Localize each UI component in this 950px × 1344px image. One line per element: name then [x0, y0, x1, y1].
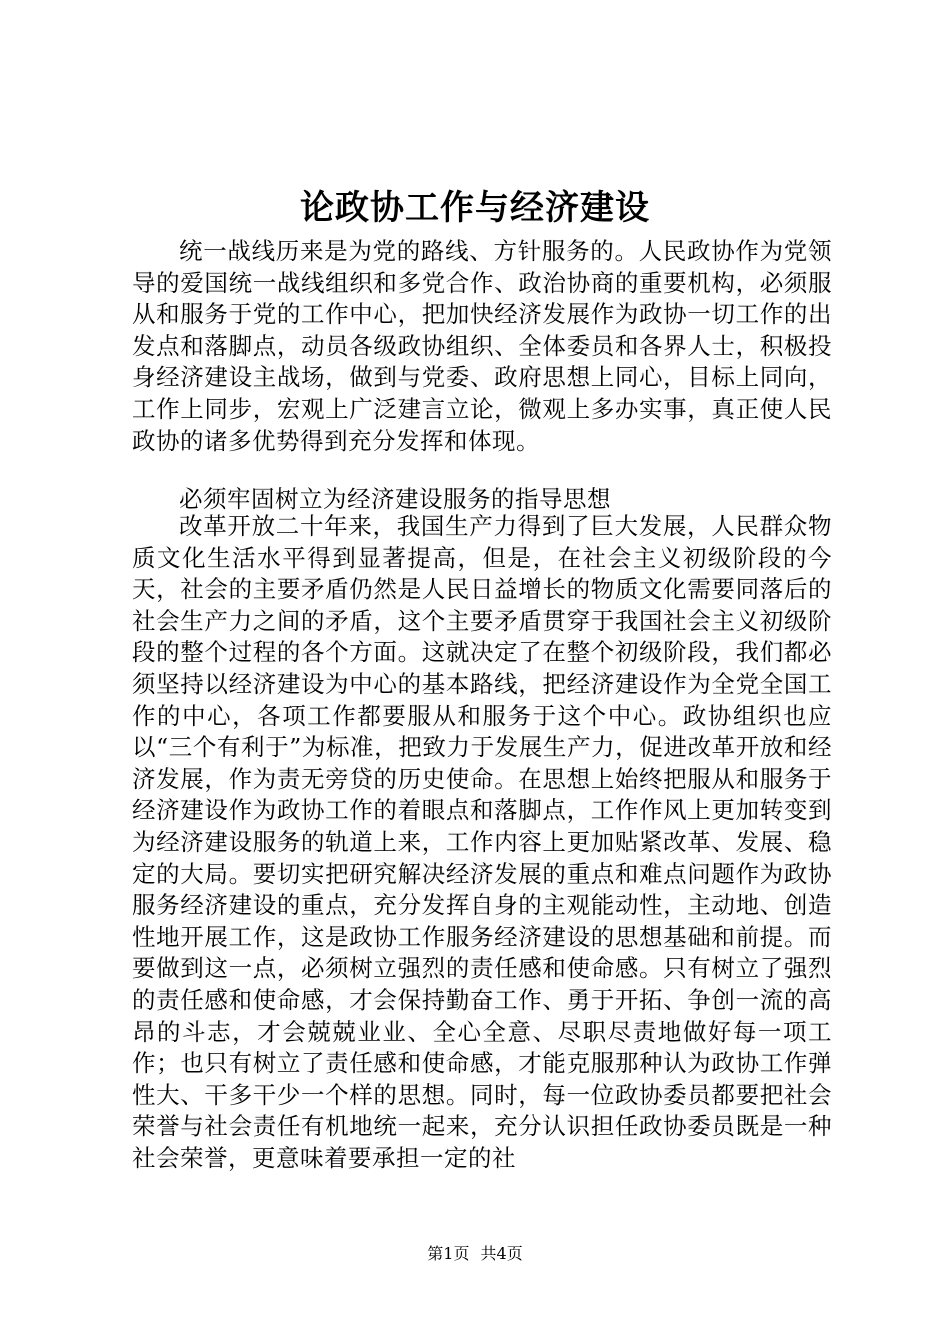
paragraph-intro: 统一战线历来是为党的路线、方针服务的。人民政协作为党领导的爱国统一战线组织和多党合作、政治协商的重要机构，必须服从和服务于党的工作中心，把加快经济发展作为政协一切工作的出发点和落脚点，动员各级政协组织、全体委员和各界人士，积极投身经济建设主战场，做到与党委、政府思想上同心，目标上同向，工作上同步，宏观上广泛建言立论，微观上多办实事，真正使人民政协的诸多优势得到充分发挥和体现。	[132, 237, 832, 455]
section-heading: 必须牢固树立为经济建设服务的指导思想	[179, 485, 611, 513]
document-title: 论政协工作与经济建设	[300, 188, 650, 228]
paragraph-guiding-thought: 改革开放二十年来，我国生产力得到了巨大发展，人民群众物质文化生活水平得到显著提高，但是，在社会主义初级阶段的今天，社会的主要矛盾仍然是人民日益增长的物质文化需要同落后的社会生产力之间的矛盾，这个主要矛盾贯穿于我国社会主义初级阶段的整个过程的各个方面。这就决定了在整个初级阶段，我们都必须坚持以经济建设为中心的基本路线，把经济建设作为全党全国工作的中心，各项工作都要服从和服务于这个中心。政协组织也应以“三个有利于”为标准，把致力于发展生产力，促进改革开放和经济发展，作为责无旁贷的历史使命。在思想上始终把服从和服务于经济建设作为政协工作的着眼点和落脚点，工作作风上更加转变到为经济建设服务的轨道上来，工作内容上更加贴紧改革、发展、稳定的大局。要切实把研究解决经济发展的重点和难点问题作为政协服务经济建设的重点，充分发挥自身的主观能动性，主动地、创造性地开展工作，这是政协工作服务经济建设的思想基础和前提。而要做到这一点，必须树立强烈的责任感和使命感。只有树立了强烈的责任感和使命感，才会保持勤奋工作、勇于开拓、争创一流的高昂的斗志，才会兢兢业业、全心全意、尽职尽责地做好每一项工作；也只有树立了责任感和使命感，才能克服那种认为政协工作弹性大、干多干少一个样的思想。同时，每一位政协委员都要把社会荣誉与社会责任有机地统一起来，充分认识担任政协委员既是一种社会荣誉，更意味着要承担一定的社	[132, 512, 832, 1172]
page-number: 第1页	[427, 1244, 470, 1263]
page-total: 共4页	[480, 1244, 523, 1263]
page-footer	[0, 1243, 950, 1265]
